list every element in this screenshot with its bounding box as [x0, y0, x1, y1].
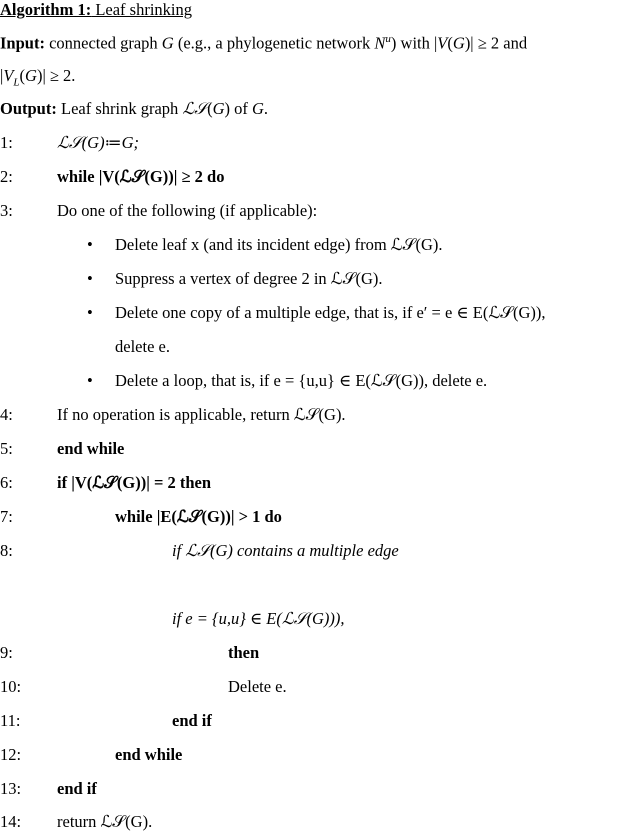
step-text: if e = {u,u} ∈ E(ℒ𝒮(G))),: [172, 609, 345, 628]
step-text: Delete e.: [228, 677, 287, 696]
input-text-4: (: [447, 33, 453, 53]
line-number: 6:: [0, 473, 13, 492]
algorithm-title-text: Leaf shrinking: [91, 0, 193, 19]
input-graph-symbol: G: [161, 33, 174, 53]
line-number: 9:: [0, 643, 13, 662]
step-text: ℒ𝒮(G)≔G;: [57, 133, 140, 152]
line-number: 13:: [0, 779, 22, 798]
step-text: end while: [57, 439, 125, 458]
bullet-icon: •: [87, 303, 93, 322]
step-text: if ℒ𝒮(G) contains a multiple edge: [172, 541, 399, 560]
input-text-2: (e.g., a phylogenetic network: [173, 33, 375, 53]
step-text: end if: [172, 711, 212, 730]
algorithm-title: [0, 0, 192, 20]
step-text: end while: [115, 745, 183, 764]
input-leaf-vertex-symbol: V: [3, 66, 14, 85]
algorithm-title-label: Algorithm 1:: [0, 0, 92, 19]
input-network-symbol: N: [374, 33, 386, 53]
output-text-3: ) of: [224, 99, 252, 118]
bullet-text: Delete one copy of a multiple edge, that is, if e′ = e ∈ E(ℒ𝒮(G)),: [115, 303, 546, 322]
step-text: end if: [57, 779, 97, 798]
input-graph-symbol-2: G: [452, 33, 465, 53]
step-text: If no operation is applicable, return ℒ𝒮(G).: [57, 405, 346, 424]
line-number: 4:: [0, 405, 13, 424]
input-vertex-symbol: V: [437, 33, 448, 53]
output-label: Output:: [0, 99, 57, 118]
output-text-2: (: [207, 99, 213, 118]
output-graph-symbol: G: [212, 99, 225, 118]
output-graph-symbol-2: G: [251, 99, 264, 118]
input-text-5: )| ≥ 2 and: [464, 33, 528, 53]
output-line: [0, 99, 268, 119]
output-ls-symbol: ℒ𝒮: [182, 99, 208, 118]
line-number: 10:: [0, 677, 22, 696]
bullet-text: delete e.: [115, 337, 170, 356]
input-line2-c: )| ≥ 2.: [36, 66, 76, 85]
bullet-text: Delete a loop, that is, if e = {u,u} ∈ E(ℒ𝒮(G)), delete e.: [115, 371, 488, 390]
input-line2-graph: G: [25, 66, 37, 85]
line-number: 14:: [0, 812, 22, 831]
input-line2-b: (: [19, 66, 26, 85]
line-number: 2:: [0, 167, 13, 186]
line-number: 11:: [0, 711, 21, 730]
bullet-text: Suppress a vertex of degree 2 in ℒ𝒮(G).: [115, 269, 383, 288]
input-label: Input:: [0, 33, 45, 53]
step-text: return ℒ𝒮(G).: [57, 812, 153, 831]
input-leaf-subscript: L: [13, 76, 20, 89]
output-text-4: .: [263, 99, 269, 118]
output-text-1: Leaf shrink graph: [56, 99, 183, 118]
step-text: while |V(ℒ𝒮(G))| ≥ 2 do: [57, 167, 225, 186]
input-text-1: connected graph: [44, 33, 162, 53]
step-text: Do one of the following (if applicable):: [57, 201, 318, 220]
input-text-3: ) with |: [390, 33, 438, 53]
line-number: 7:: [0, 507, 13, 526]
input-line-1: [0, 33, 527, 54]
bullet-icon: •: [87, 269, 93, 288]
input-line-2: [0, 66, 75, 88]
bullet-text: Delete leaf x (and its incident edge) from ℒ𝒮(G).: [115, 235, 443, 254]
step-text: if |V(ℒ𝒮(G))| = 2 then: [57, 473, 212, 492]
input-network-superscript: u: [385, 33, 391, 45]
line-number: 3:: [0, 201, 13, 220]
bullet-icon: •: [87, 371, 93, 390]
step-text: then: [228, 643, 260, 662]
bullet-icon: •: [87, 235, 93, 254]
line-number: 5:: [0, 439, 13, 458]
input-line2-a: |: [0, 66, 4, 85]
line-number: 8:: [0, 541, 13, 560]
line-number: 1:: [0, 133, 13, 152]
line-number: 12:: [0, 745, 22, 764]
step-text: while |E(ℒ𝒮(G))| > 1 do: [115, 507, 282, 526]
